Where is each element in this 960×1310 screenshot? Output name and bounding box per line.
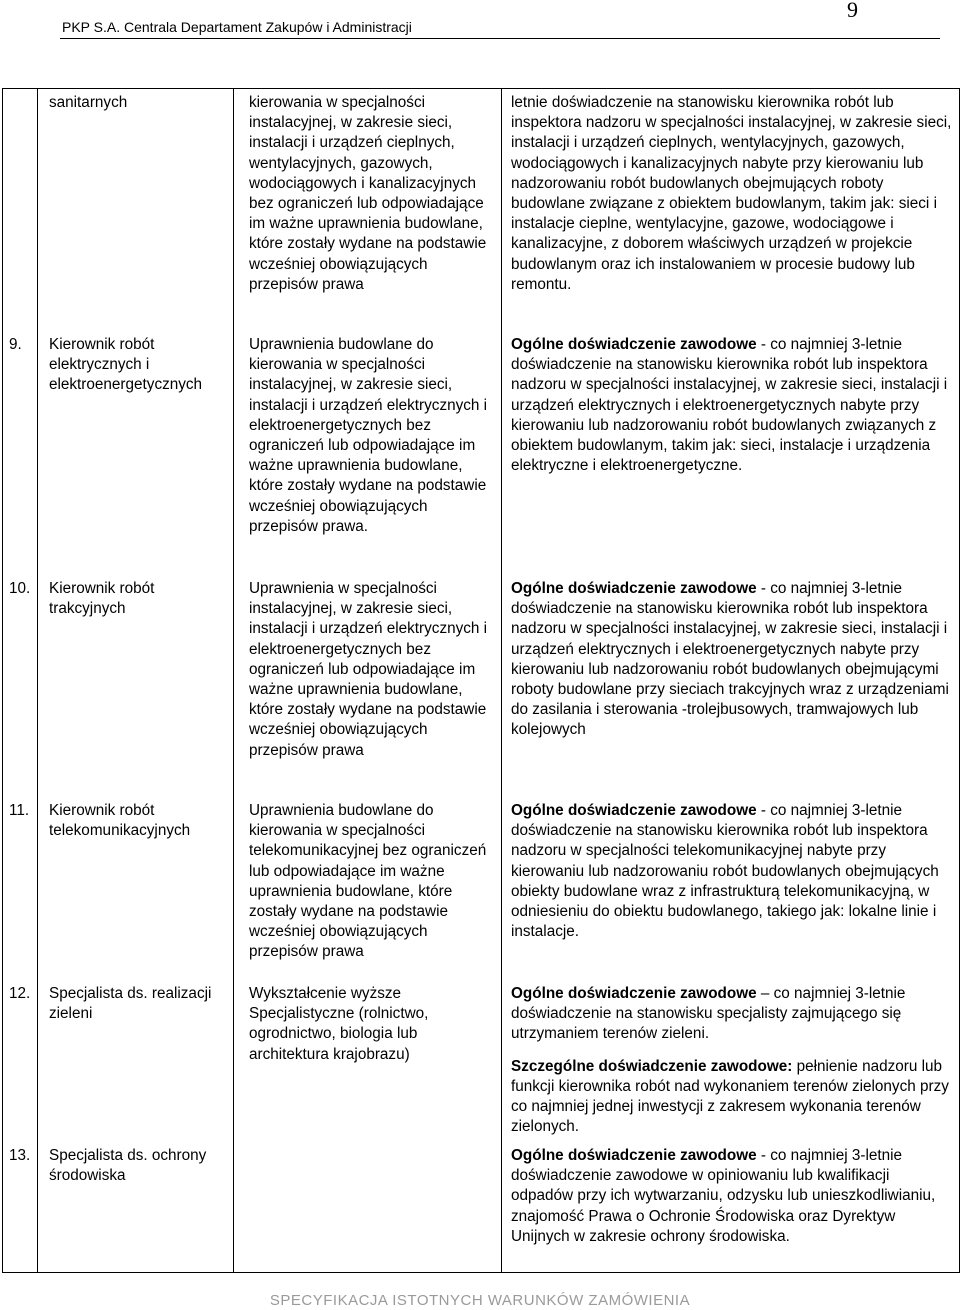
requirements-table [2,88,960,1273]
experience-text: Ogólne doświadczenie zawodowe – co najmniej 3-letnie doświadczenie na stanowisku specjalisty zajmującego się utrzymaniem terenów zieleni. Szczególne doświadczenie zawodowe: pełnienie nadzoru lub funkcji kierownika robót nad wykonaniem terenów zielonych przy co najmniej jednej inwestycji z zakresem wykonania terenów zielonych. [511,985,949,1136]
role-name: Kierownik robót elektrycznych i elektroenergetycznych [49,336,203,394]
document-header: PKP S.A. Centrala Departament Zakupów i Administracji [62,19,412,35]
document-footer: SPECYFIKACJA ISTOTNYCH WARUNKÓW ZAMÓWIENIA [269,1292,691,1309]
column-divider [233,89,234,1272]
column-divider [37,89,38,1272]
row-number: 12. [9,985,31,1002]
experience-text: letnie doświadczenie na stanowisku kierownika robót lub inspektora nadzoru w specjalności instalacyjnej, w zakresie sieci, instalacji i urządzeń cieplnych, wentylacyjnych, gazowych, wodociągowych i kanalizacyjnych nabyte przy kierowaniu lub nadzorowaniu robót budowlanych obejmujących roboty budowlane związane z obiektem budowlanym, takim jak: sieci i instalacje cieplne, wentylacyjne, gazowe, wodociągowe i kanalizacyjne, z doborem właściwych urządzeń w projekcie budowlanym oraz ich instalowaniem w procesie budowy lub remontu. [511,94,952,293]
experience-text: Ogólne doświadczenie zawodowe - co najmniej 3-letnie doświadczenie na stanowisku kierownika robót lub inspektora nadzoru w specjalności telekomunikacyjnej nabyte przy kierowaniu lub nadzorowaniu robót budowlanych obejmujących obiekty budowlane wraz z infrastrukturą telekomunikacyjną, w odniesieniu do obiektu budowlanego, takiego jak: lokalne linie i instalacje. [511,802,939,941]
column-divider [501,89,502,1272]
row-number: 9. [9,336,22,353]
qualification-text: Uprawnienia w specjalności instalacyjnej, w zakresie sieci, instalacji i urządzeń elektrycznych i elektroenergetycznych bez ograniczeń lub odpowiadające im ważne uprawnienia budowlane, które zostały wydane na podstawie wcześniej obowiązujących przepisów prawa [249,580,488,759]
row-number: 13. [9,1147,31,1164]
role-name: Specjalista ds. realizacji zieleni [49,985,212,1023]
qualification-text: kierowania w specjalności instalacyjnej, w zakresie sieci, instalacji i urządzeń cieplnych, wentylacyjnych, gazowych, wodociągowych i kanalizacyjnych bez ograniczeń lub odpowiadające im ważne uprawnienia budowlane, które zostały wydane na podstawie wcześniej obowiązujących przepisów prawa [249,94,487,293]
header-divider [60,38,940,39]
page-number: 9 [847,0,858,22]
role-name: Kierownik robót trakcyjnych [49,580,155,618]
experience-text: Ogólne doświadczenie zawodowe - co najmniej 3-letnie doświadczenie na stanowisku kierownika robót lub inspektora nadzoru w specjalności instalacyjnej, w zakresie sieci, instalacji i urządzeń elektrycznych i elektroenergetycznych nabyte przy kierowaniu lub nadzorowaniu robót budowlanych związanych z obiektem budowlanym, takim jak: sieci, instalacje i urządzenia elektryczne i elektroenergetyczne. [511,336,948,475]
role-name: Specjalista ds. ochrony środowiska [49,1147,207,1185]
row-number: 10. [9,580,31,597]
qualification-text: Uprawnienia budowlane do kierowania w specjalności telekomunikacyjnej bez ograniczeń lub odpowiadające im ważne uprawnienia budowlane, które zostały wydane na podstawie wcześniej obowiązujących przepisów prawa [249,802,487,961]
qualification-text: Wykształcenie wyższe Specjalistyczne (rolnictwo, ogrodnictwo, biologia lub architektura krajobrazu) [249,985,429,1063]
row-number: 11. [9,802,30,819]
qualification-text: Uprawnienia budowlane do kierowania w specjalności instalacyjnej, w zakresie sieci, instalacji i urządzeń elektrycznych i elektroenergetycznych bez ograniczeń lub odpowiadające im ważne uprawnienia budowlane, które zostały wydane na podstawie wcześniej obowiązujących przepisów prawa. [249,336,488,535]
role-name: Kierownik robót telekomunikacyjnych [49,802,191,840]
role-name: sanitarnych [49,94,128,111]
experience-text: Ogólne doświadczenie zawodowe - co najmniej 3-letnie doświadczenie zawodowe w opiniowaniu lub kwalifikacji odpadów przy ich wytwarzaniu, odzysku lub unieszkodliwianiu, znajomość Prawa o Ochronie Środowiska oraz Dyrektyw Unijnych w zakresie ochrony środowiska. [511,1147,936,1245]
experience-text: Ogólne doświadczenie zawodowe - co najmniej 3-letnie doświadczenie na stanowisku kierownika robót lub inspektora nadzoru w specjalności instalacyjnej, w zakresie sieci, instalacji i urządzeń elektrycznych i elektroenergetycznych nabyte przy kierowaniu lub nadzorowaniu robót budowlanych obejmującymi roboty budowlane przy sieciach trakcyjnych wraz z urządzeniami do zasilania i sterowania -trolejbusowych, tramwajowych lub kolejowych [511,580,949,739]
